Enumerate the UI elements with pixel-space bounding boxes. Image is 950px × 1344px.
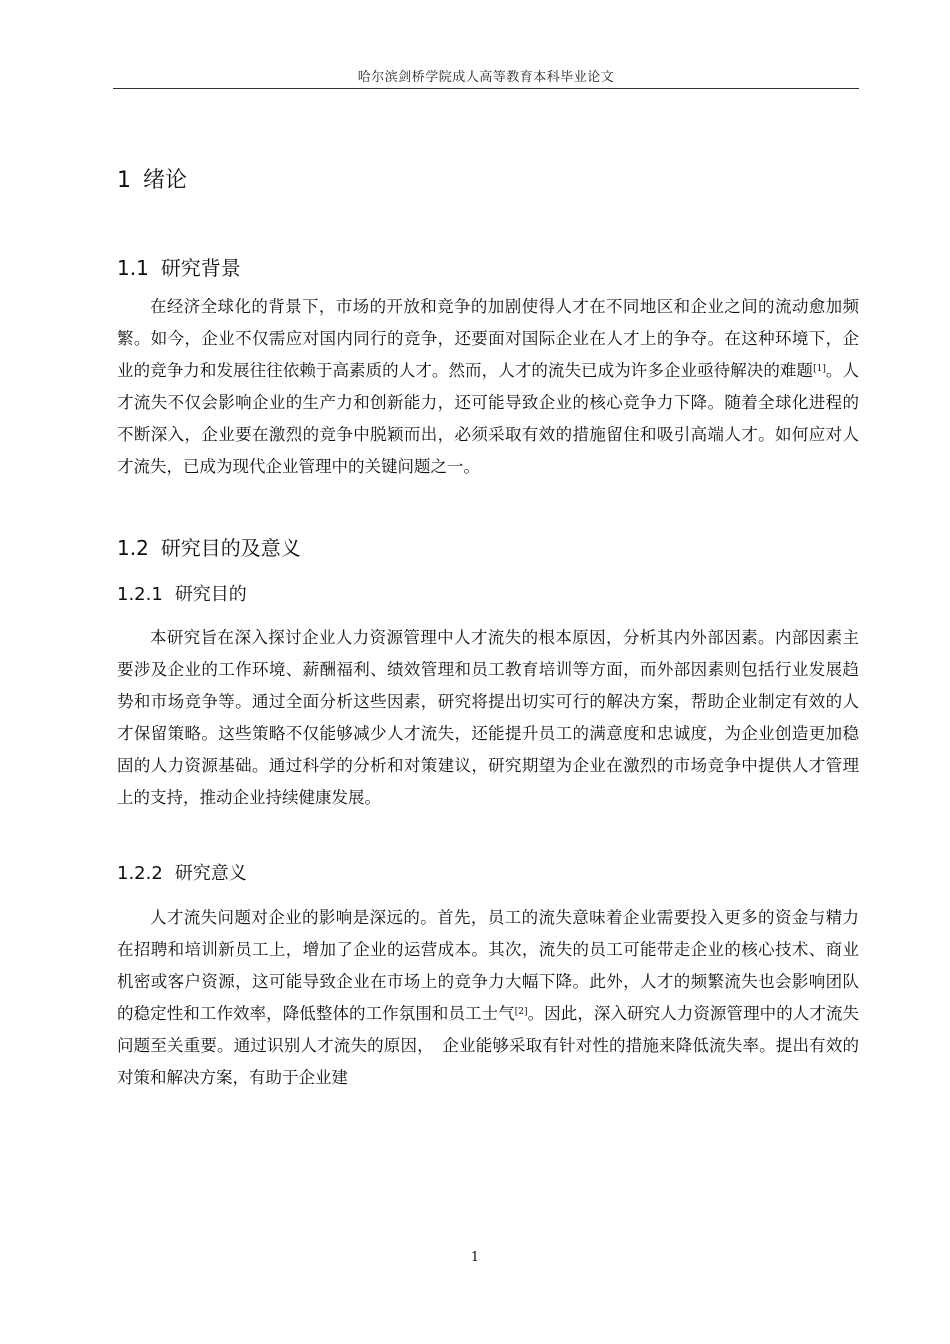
section-title: 研究目的及意义 xyxy=(160,536,301,560)
section-heading-1-2 xyxy=(117,532,301,561)
paragraph-purpose: 本研究旨在深入探讨企业人力资源管理中人才流失的根本原因，分析其内外部因素。内部因素主要涉及企业的工作环境、薪酬福利、绩效管理和员工教育培训等方面，而外部因素则包括行业发展趋势和市场竞争等。通过全面分析这些因素，研究将提出切实可行的解决方案，帮助企业制定有效的人才保留策略。这些策略不仅能够减少人才流失，还能提升员工的满意度和忠诚度，为企业创造更加稳固的人力资源基础。通过科学的分析和对策建议，研究期望为企业在激烈的市场竞争中提供人才管理上的支持，推动企业持续健康发展。 xyxy=(117,628,859,807)
page-header: 哈尔滨剑桥学院成人高等教育本科毕业论文 xyxy=(357,70,615,85)
subsection-title: 研究目的 xyxy=(174,584,247,605)
section-title: 研究背景 xyxy=(160,256,241,280)
chapter-heading xyxy=(117,163,187,194)
paragraph-text: 。因此，深入研究人力资源管理中的人才流失问题至关重要。通过识别人才流失的原因， 企业能够采取有针对性的措施来降低流失率。提出有效的对策和解决方案，有助于企业建 xyxy=(117,1004,860,1087)
header-rule xyxy=(113,88,859,89)
subsection-heading-1-2-2 xyxy=(117,859,247,885)
paragraph-significance xyxy=(117,902,859,1094)
page-number: 1 xyxy=(470,1250,480,1265)
section-heading-1-1 xyxy=(117,252,241,281)
subsection-number: 1.2.2 xyxy=(117,863,163,884)
subsection-title: 研究意义 xyxy=(174,863,247,884)
subsection-heading-1-2-1 xyxy=(117,580,247,606)
paragraph-text: 。人才流失不仅会影响企业的生产力和创新能力，还可能导致企业的核心竞争力下降。随着全球化进程的不断深入，企业要在激烈的竞争中脱颖而出，必须采取有效的措施留住和吸引高端人才。如何应对人才流失，已成为现代企业管理中的关键问题之一。 xyxy=(117,361,860,476)
citation-ref: [2] xyxy=(514,1007,528,1017)
section-number: 1.2 xyxy=(117,536,149,560)
chapter-number: 1 xyxy=(117,168,131,193)
subsection-number: 1.2.1 xyxy=(117,584,163,605)
paragraph-text: 在经济全球化的背景下，市场的开放和竞争的加剧使得人才在不同地区和企业之间的流动愈加频繁。如今，企业不仅需应对国内同行的竞争，还要面对国际企业在人才上的争夺。在这种环境下，企业的竞争力和发展往往依赖于高素质的人才。然而，人才的流失已成为许多企业亟待解决的难题 xyxy=(117,297,859,380)
section-number: 1.1 xyxy=(117,256,149,280)
paragraph-text: 人才流失问题对企业的影响是深远的。首先，员工的流失意味着企业需要投入更多的资金与精力在招聘和培训新员工上，增加了企业的运营成本。其次，流失的员工可能带走企业的核心技术、商业机密或客户资源，这可能导致企业在市场上的竞争力大幅下降。此外，人才的频繁流失也会影响团队的稳定性和工作效率，降低整体的工作氛围和员工士气 xyxy=(117,908,859,1023)
citation-ref: [1] xyxy=(813,364,826,374)
chapter-title: 绪论 xyxy=(143,168,188,193)
paragraph-background xyxy=(117,291,859,483)
